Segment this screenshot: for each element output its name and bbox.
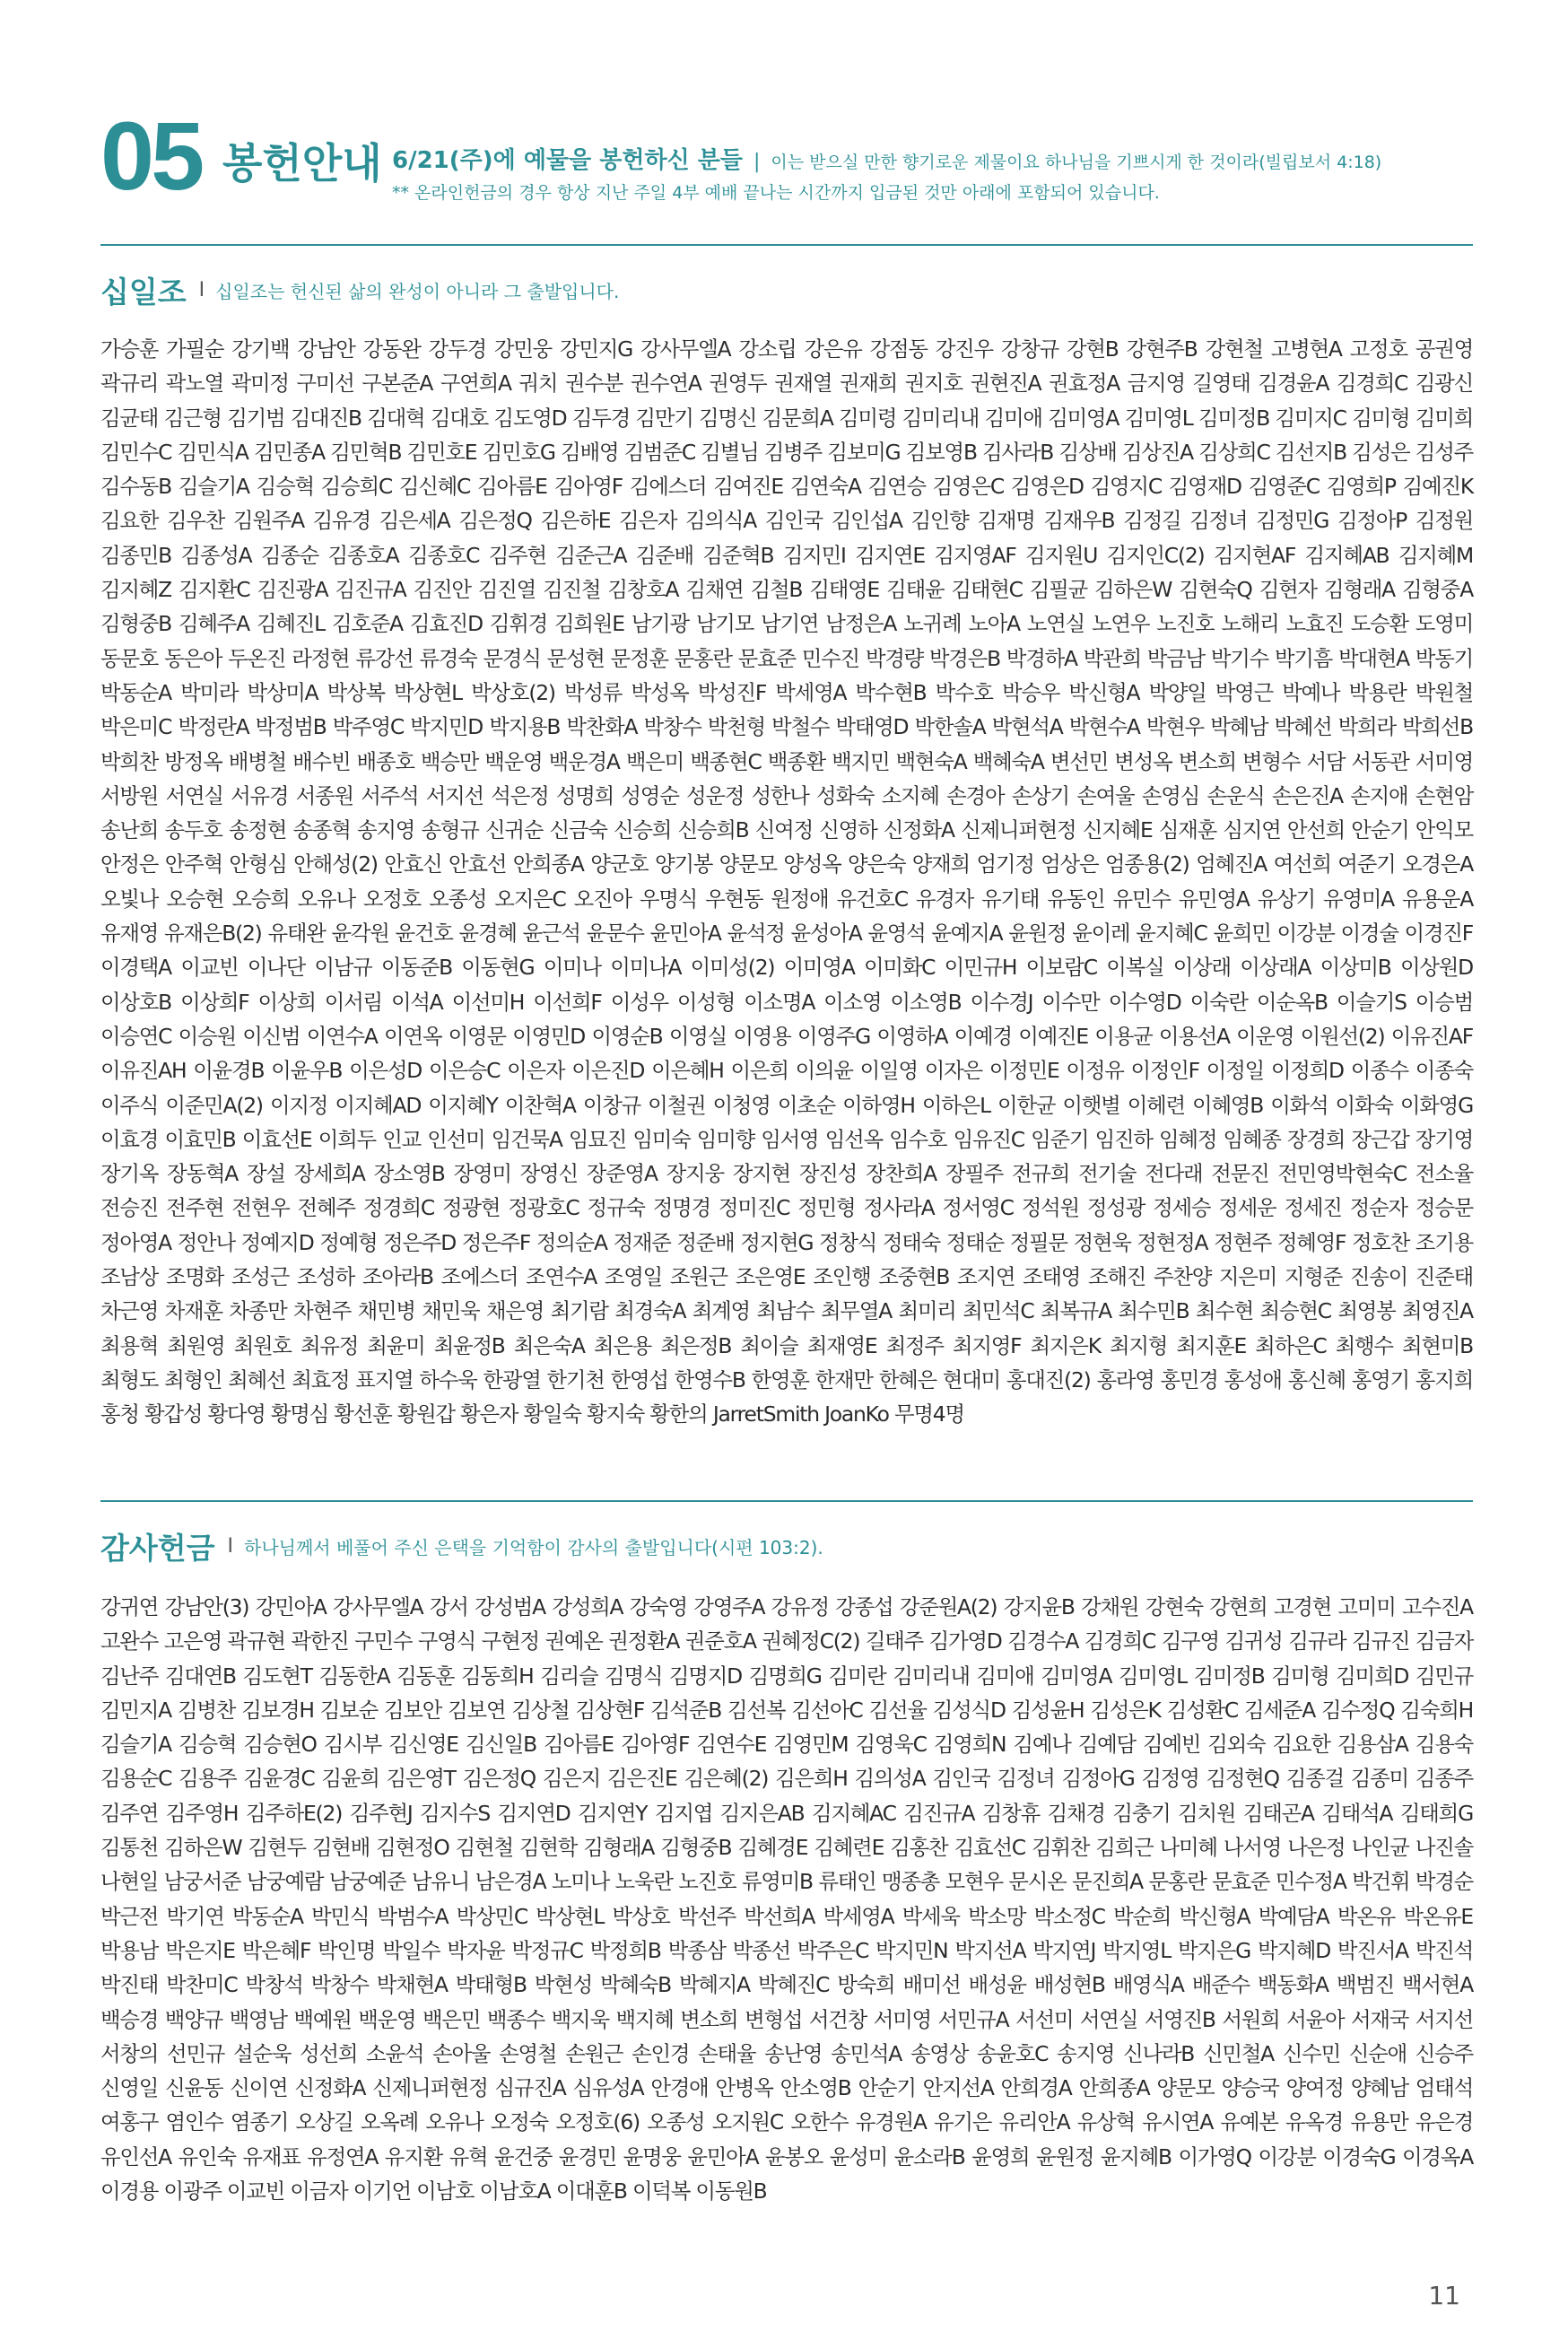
page-number: 11: [1428, 2281, 1460, 2310]
thanks-description: 하나님께서 베풀어 주신 은택을 기억함이 감사의 출발입니다(시편 103:2).: [244, 1537, 823, 1558]
header-separator: |: [753, 151, 761, 173]
page-header: [100, 101, 1473, 215]
thanks-separator: I: [227, 1535, 234, 1558]
offering-date-title: 6/21(주)에 예물을 봉헌하신 분들: [392, 147, 743, 174]
thanks-heading: [100, 1525, 823, 1567]
section-title: 봉헌안내: [222, 139, 382, 188]
online-offering-note: ** 온라인헌금의 경우 항상 지난 주일 4부 예배 끝나는 시간까지 입금된 것만 아래에 포함되어 있습니다.: [392, 183, 1160, 203]
tithe-description: 십일조는 헌신된 삶의 완성이 아니라 그 출발입니다.: [215, 281, 620, 302]
section-number: 05: [100, 101, 202, 210]
thanks-title: 감사헌금: [100, 1531, 215, 1566]
tithe-separator: I: [198, 279, 205, 301]
tithe-name-list: 가승훈 가필순 강기백 강남안 강동완 강두경 강민웅 강민지G 강사무엘A 강소립 강은유 강점동 강진우 강창규 강현B 강현주B 강현철 고병현A 고정호 공권영 곽규리 곽노열 곽미정 구미선 구본준A 구연희A 궈치 권수분 권수연A 권영두 권재열 권재희 권지호 권현진A 권효정A 금지영 길영태 김경윤A 김경희C 김광신 김균태 김근형 김기범 김대진B 김대혁 김대호 김도영D 김두경 김만기 김명신 김문희A 김미령 김미리내 김미애 김미영A 김미영L 김미정B 김미지C 김미형 김미희 김민수C 김민식A 김민종A 김민혁B 김민호E 김민호G 김배영 김범준C 김별님 김병주 김보미G 김보영B 김사라B 김상배 김상진A 김상희C 김선지B 김성은 김성주 김수동B 김슬기A 김승혁 김승희C 김신혜C 김아름E 김아영F 김에스더 김여진E 김연숙A 김연승 김영은C 김영은D 김영지C 김영재D 김영준C 김영희P 김예진K 김요한 김우찬 김원주A 김유경 김은세A 김은정Q 김은하E 김은자 김의식A 김인국 김인섭A 김인향 김재명 김재우B 김정길 김정녀 김정민G 김정아P 김정원 김종민B 김종성A 김종순 김종호A 김종호C 김주현 김준근A 김준배 김준혁B 김지민I 김지연E 김지영AF 김지원U 김지인C(2) 김지현AF 김지혜AB 김지혜M 김지혜Z 김지환C 김진광A 김진규A 김진안 김진열 김진철 김창호A 김채연 김철B 김태영E 김태윤 김태현C 김필균 김하은W 김현숙Q 김현자 김형래A 김형중A 김형중B 김혜주A 김혜진L 김호준A 김효진D 김휘경 김희원E 남기광 남기모 남기연 남정은A 노귀례 노아A 노연실 노연우 노진호 노해리 노효진 도승환 도영미 동문호 동은아 두온진 라정현 류강선 류경숙 문경식 문성현 문정훈 문홍란 문효준 민수진 박경량 박경은B 박경하A 박관희 박금남 박기수 박기흠 박대현A 박동기 박동순A 박미라 박상미A 박상복 박상현L 박상호(2) 박성류 박성옥 박성진F 박세영A 박수현B 박수호 박승우 박신형A 박양일 박영근 박예나 박용란 박원철 박은미C 박정란A 박정범B 박주영C 박지민D 박지용B 박찬화A 박창수 박천형 박철수 박태영D 박한솔A 박현석A 박현수A 박현우 박혜남 박혜선 박희라 박희선B 박희찬 방정옥 배병철 배수빈 배종호 백승만 백운영 백운경A 백은미 백종현C 백종환 백지민 백현숙A 백혜숙A 변선민 변성옥 변소희 변형수 서담 서동관 서미영 서방원 서연실 서유경 서종원 서주석 서지선 석은정 성명희 성영순 성운정 성한나 성화숙 소지혜 손경아 손상기 손여울 손영심 손운식 손은진A 손지애 손현암 송난희 송두호 송정현 송종혁 송지영 송형규 신귀순 신금숙 신승희 신승희B 신여정 신영하 신정화A 신제니퍼현정 신지혜E 심재훈 심지연 안선희 안순기 안익모 안정은 안주혁 안형심 안해성(2) 안효신 안효선 안희종A 양군호 양기봉 양문모 양성옥 양은숙 양재희 엄기정 엄상은 엄종용(2) 엄혜진A 여선희 여준기 오경은A 오빛나 오승현 오승희 오유나 오정호 오종성 오지은C 오진아 우명식 우현동 원정애 유건호C 유경자 유기태 유동인 유민수 유민영A 유상기 유영미A 유용운A 유재영 유재은B(2) 유태완 윤각원 윤건호 윤경혜 윤근석 윤문수 윤민아A 윤석정 윤성아A 윤영석 윤예지A 윤원정 윤이레 윤지혜C 윤희민 이강분 이경술 이경진F 이경택A 이교빈 이나단 이남규 이동준B 이동현G 이미나 이미나A 이미성(2) 이미영A 이미화C 이민규H 이보람C 이복실 이상래 이상래A 이상미B 이상원D 이상호B 이상희F 이상희 이서림 이석A 이선미H 이선희F 이성우 이성형 이소명A 이소영 이소영B 이수경J 이수만 이수영D 이숙란 이순옥B 이슬기S 이승범 이승연C 이승원 이신범 이연수A 이연옥 이영문 이영민D 이영순B 이영실 이영용 이영주G 이영하A 이예경 이예진E 이용균 이용선A 이운영 이원선(2) 이유진AF 이유진AH 이윤경B 이윤우B 이은성D 이은승C 이은자 이은진D 이은혜H 이은희 이의윤 이일영 이자은 이정민E 이정유 이정인F 이정일 이정희D 이종수 이종숙 이주식 이준민A(2) 이지정 이지혜AD 이지혜Y 이찬혁A 이창규 이철권 이청영 이초순 이하영H 이하은L 이한균 이햇별 이헤련 이혜영B 이화석 이화숙 이화영G 이효경 이효민B 이효선E 이희두 인교 인선미 임건묵A 임묘진 임미숙 임미향 임서영 임선옥 임수호 임유진C 임준기 임진하 임혜정 임혜종 장경희 장근갑 장기영 장기옥 장동혁A 장설 장세희A 장소영B 장영미 장영신 장준영A 장지웅 장지현 장진성 장찬희A 장필주 전규희 전기술 전다래 전문진 전민영박현숙C 전소율 전승진 전주현 전현우 전혜주 정경희C 정광현 정광호C 정규숙 정명경 정미진C 정민형 정사라A 정서영C 정석원 정성광 정세승 정세운 정세진 정순자 정승문 정아영A 정안나 정예지D 정예형 정은주D 정은주F 정의순A 정재준 정준배 정지현G 정창식 정태숙 정태순 정필문 정현욱 정현정A 정현주 정혜영F 정호찬 조기용 조남상 조명화 조성근 조성하 조아라B 조에스더 조연수A 조영일 조원근 조은영E 조인행 조중현B 조지연 조태영 조해진 주찬양 지은미 지형준 진송이 진준태 차근영 차재훈 차종만 차현주 채민병 채민욱 채은영 최기람 최경숙A 최계영 최남수 최무열A 최미리 최민석C 최복규A 최수민B 최수현 최승현C 최영봉 최영진A 최용혁 최원영 최원호 최유정 최윤미 최윤정B 최은숙A 최은용 최은정B 최이슬 최재영E 최정주 최지영F 최지은K 최지형 최지훈E 최하은C 최행수 최현미B 최형도 최형인 최혜선 최효정 표지열 하수욱 한광열 한기천 한영섭 한영수B 한영훈 한재만 한혜은 현대미 홍대진(2) 홍라영 홍민경 홍성애 홍신혜 홍영기 홍지희 홍청 황갑성 황다영 황명심 황선훈 황원갑 황은자 황일숙 황지숙 황한의 JarretSmith JoanKo 무명4명: [100, 336, 1473, 1427]
header-verse: 이는 받으실 만한 향기로운 제물이요 하나님을 기쁘시게 한 것이라(빌립보서 4:18): [771, 153, 1382, 172]
section-divider: [100, 1500, 1473, 1502]
header-line: [392, 142, 1381, 175]
tithe-title: 십일조: [100, 275, 187, 310]
tithe-heading: [100, 269, 619, 311]
thanks-name-list: 강귀연 강남안(3) 강민아A 강사무엘A 강서 강성범A 강성희A 강숙영 강영주A 강유정 강종섭 강준원A(2) 강지윤B 강채원 강현숙 강현희 고경현 고미미 고수진A 고완수 고은영 곽규현 곽한진 구민수 구영식 구현정 권예온 권정환A 권준호A 권혜정C(2) 길태주 김가영D 김경수A 김경희C 김구영 김귀성 김규라 김규진 김금자 김난주 김대연B 김도현T 김동한A 김동훈 김동희H 김리슬 김명식 김명지D 김명희G 김미란 김미리내 김미애 김미영A 김미영L 김미정B 김미형 김미희D 김민규 김민지A 김병찬 김보경H 김보순 김보안 김보연 김상철 김상현F 김석준B 김선복 김선아C 김선율 김성식D 김성윤H 김성은K 김성환C 김세준A 김수정Q 김숙희H 김슬기A 김승혁 김승현O 김시부 김신영E 김신일B 김아름E 김아영F 김연수E 김영민M 김영욱C 김영희N 김예나 김예담 김예빈 김외숙 김요한 김용삼A 김용숙 김용순C 김용주 김윤경C 김윤희 김은영T 김은정Q 김은지 김은진E 김은혜(2) 김은희H 김의성A 김인국 김정녀 김정아G 김정영 김정현Q 김종걸 김종미 김종주 김주연 김주영H 김주하E(2) 김주현J 김지수S 김지연D 김지연Y 김지엽 김지은AB 김지혜AC 김진규A 김창휴 김채경 김충기 김치원 김태곤A 김태석A 김태희G 김통천 김하은W 김현두 김현배 김현정O 김현철 김현학 김형래A 김형중B 김혜경E 김혜련E 김홍찬 김효선C 김휘찬 김희근 나미혜 나서영 나은정 나인균 나진솔 나현일 남궁서준 남궁예람 남궁예준 남유니 남은경A 노미나 노욱란 노진호 류영미B 류태인 맹종총 모현우 문시온 문진희A 문홍란 문효준 민수정A 박건휘 박경순 박근전 박기연 박동순A 박민식 박범수A 박상민C 박상현L 박상호 박선주 박선희A 박세영A 박세욱 박소망 박소정C 박순희 박신형A 박예담A 박온유 박온유E 박용남 박은지E 박은혜F 박인명 박일수 박자윤 박정규C 박정희B 박종삼 박종선 박주은C 박지민N 박지선A 박지연J 박지영L 박지은G 박지혜D 박진서A 박진석 박진태 박찬미C 박창석 박창수 박채현A 박태형B 박현성 박혜숙B 박혜지A 박혜진C 방숙희 배미선 배성윤 배성현B 배영식A 배준수 백동화A 백범진 백서현A 백승경 백양규 백영남 백예원 백운영 백은민 백종수 백지욱 백지혜 변소희 변형섭 서건창 서미영 서민규A 서선미 서연실 서영진B 서원희 서윤아 서재국 서지선 서창의 선민규 설순욱 성선희 소윤석 손아울 손영철 손원근 손인경 손태율 송난영 송민석A 송영상 송윤호C 송지영 신나라B 신민철A 신수민 신순애 신승주 신영일 신윤동 신이연 신정화A 신제니퍼현정 심규진A 심유성A 안경애 안병옥 안소영B 안순기 안지선A 안희경A 안희종A 양문모 양승국 양여정 양혜남 엄태석 여홍구 염인수 염종기 오상길 오옥례 오유나 오정숙 오정호(6) 오종성 오지원C 오한수 유경원A 유기은 유리안A 유상혁 유시연A 유예본 유옥경 유용만 유은경 유인선A 유인숙 유재표 유정연A 유지환 유혁 윤건중 윤경민 윤명웅 윤민아A 윤봉오 윤성미 윤소라B 윤영희 윤원정 윤지혜B 이가영Q 이강분 이경숙G 이경옥A 이경용 이광주 이교빈 이금자 이기언 이남호 이남호A 이대훈B 이덕복 이동원B: [100, 1594, 1473, 2204]
section-divider: [100, 244, 1473, 246]
